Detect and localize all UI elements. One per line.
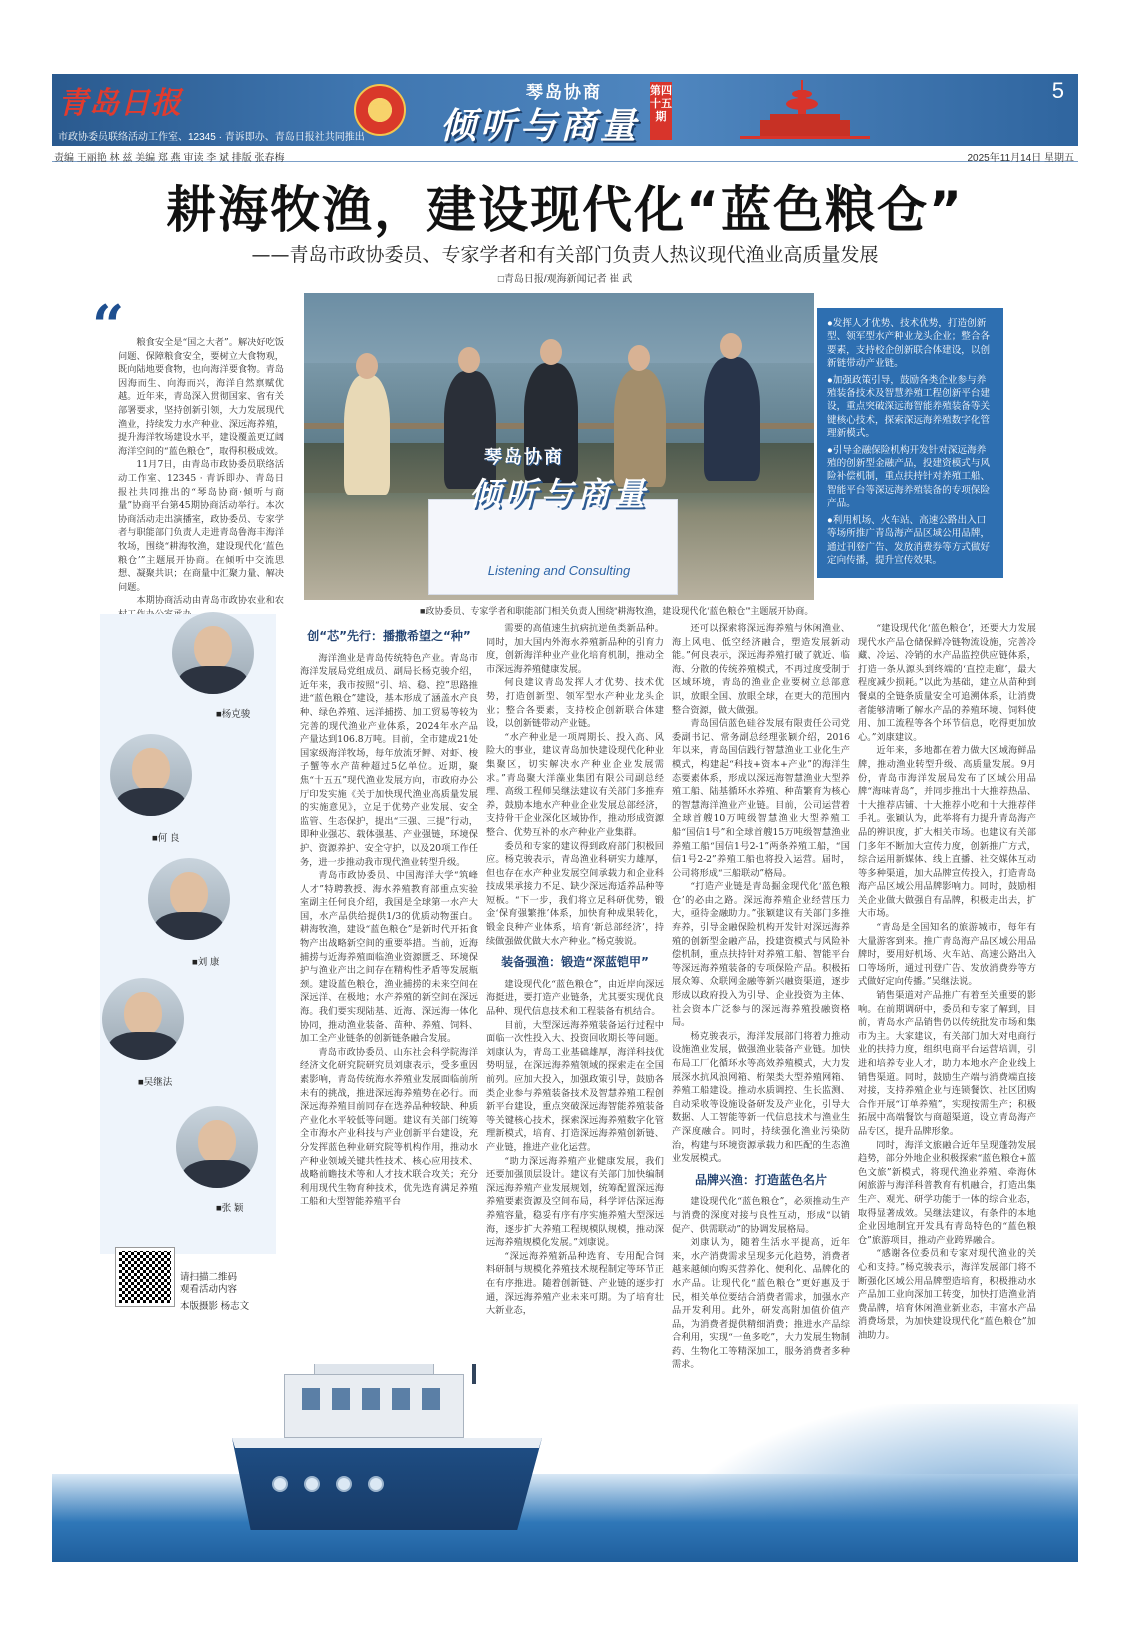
section-heading: 装备强渔：锻造“深蓝铠甲” [501, 955, 649, 970]
quote-mark-icon: “ [92, 293, 125, 359]
portrait-name: ■张 颖 [216, 1203, 244, 1214]
body-paragraph: “建设现代化‘蓝色粮仓’，还要大力发展现代水产品仓储保鲜冷链物流设施，完善冷藏、冷运、冷销的水产品监控供应链体系，打造一条从源头到终端的‘直控走廊’，最大程度减少损耗。”以此为基础，建立从苗种到餐桌的全链条质量安全可追溯体系，让消费者能够清晰了解水产品的养殖环境、饲料使用、加工流程等各个环节信息，吃得更加放心。”刘康建议。 [858, 623, 1036, 743]
suggestion-item: ●引导金融保险机构开发针对深远海养殖的创新型金融产品，投建资模式与风险补偿机制，重点扶持针对养殖工船、智能平台等深远海养殖装备的专项保险产品。 [827, 444, 991, 510]
stage-title: 倾听与商量 [468, 475, 649, 513]
body-paragraph: 销售渠道对产品推广有着至关重要的影响。在前期调研中，委员和专家了解到，目前，青岛水产品销售仍以传统批发市场和集市为主。大家建议，有关部门加大对电商行业的扶持力度，组织电商平台运营培训，引进和培养专业人才，助力本地水产企业线上销售渠道。同时，鼓励生产端与消费端直接对接，支持养殖企业与连锁餐饮、社区团购合作开展“订单养殖”，实现按需生产；积极拓展中高端餐饮与商超渠道，设立青岛海产品专区，提升品牌形象。 [858, 990, 1036, 1137]
portrait-liu-kang [148, 858, 230, 940]
suggestion-item: ●发挥人才优势、技术优势，打造创新型、领军型水产种业龙头企业；整合各要素，支持校企创新联合体建设，以创新链带动产业链。 [827, 318, 991, 370]
qr-caption-line: 请扫描二维码 [180, 1272, 238, 1283]
stage-sup-title: 琴岛协商 [484, 447, 564, 467]
sea-waves [52, 1474, 1078, 1562]
ship-porthole [368, 1476, 384, 1492]
article-intro [118, 336, 284, 621]
ship-porthole [336, 1476, 352, 1492]
ship-hull-stripe [232, 1438, 542, 1448]
body-paragraph: 需要的高值速生抗病抗逆鱼类新品种。同时，加大国内外海水养殖新品种的引育力度，创新海洋种业产业化培育机制，推动全市深远海养殖健康发展。 [486, 623, 664, 675]
ship-window [392, 1388, 410, 1410]
body-paragraph: “深远海养殖新品种选育、专用配合饲料研制与规模化养殖技术规程制定等环节正在有序推进。随着创新链、产业链的逐步打通，深远海养殖产业未来可期。为了培育壮大新业态， [486, 1250, 664, 1317]
body-paragraph: 近年来，多地都在着力做大区域海鲜品牌，推动渔业转型升级、高质量发展。9月份，青岛市海洋发展局发布了区域公用品牌“海味青岛”，并同步推出十大推荐热品、十大推荐店铺、十大推荐小吃和十大推荐伴手礼。张颖认为，此举将有力提升青岛海产品的辨识度，扩大相关市场。也建议有关部门多年不断加大宣传力度，创新推广方式，综合运用新媒体、线上直播、社交媒体互动等多种渠道，加大品牌宣传投入，打造青岛海产品区域公用品牌影响力。同时，鼓励相关企业做大做强自有品牌，积极走出去，扩大市场。 [858, 745, 1036, 920]
intro-paragraph: 本期协商活动由青岛市政协农业和农 [136, 595, 284, 607]
suggestion-item: ●加强政策引导，鼓励各类企业参与养殖装备技术及智慧养殖工程创新平台建设，重点突破深远海智能养殖装备等关键核心技术，探索深远海养殖数字化管理新模式。 [827, 374, 991, 440]
suggestion-item: ●利用机场、火车站、高速公路出入口等场所推广青岛海产品区域公用品牌，通过刊登广告、发放消费券等方式做好定向传播，提升宣传效果。 [827, 514, 991, 566]
ship-window [422, 1388, 440, 1410]
ship-window [362, 1388, 380, 1410]
ship-window [332, 1388, 350, 1410]
portrait-name: ■何 良 [152, 833, 180, 844]
issue-badge: 第四十五期 [650, 82, 672, 140]
section-heading: 品牌兴渔：打造蓝色名片 [694, 1172, 827, 1187]
body-paragraph: 刘康认为，随着生活水平提高，近年来，水产消费需求呈现多元化趋势，消费者越来越倾向购买营养化、便利化、品牌化的水产品。让现代化“蓝色粮仓”更好惠及于民，相关单位要结合消费者需求，加强水产品开发利用。此外，研发高附加值价值产品，为消费者提供精细消费；推进水产品综合利用，实现“一鱼多吃”，大力发展生物制药、生物化工等精深加工，服务消费者多种需求。 [672, 1237, 850, 1371]
body-paragraph: 青岛国信蓝色硅谷发展有限责任公司党委副书记、常务副总经理张颖介绍，2016年以来，青岛国信践行智慧渔业工业化生产模式，构建起“科技+资本+产业”的海洋生态要素体系，形成以深远海智慧渔业大型养殖工船、陆基循环水养殖、种苗繁育为核心的智慧海洋渔业产业链。目前，公司运营着全球首艘10万吨级智慧渔业大型养殖工船“国信1号”和全球首艘15万吨级智慧渔业养殖工船“国信1号2-1”两条养殖工船，“国信1号2-2”养殖工船也将投入运营。届时，公司将形成“三船联动”格局。 [672, 718, 850, 879]
photo-person-head [540, 339, 562, 365]
portrait-name: ■刘 康 [192, 957, 220, 968]
event-photo [304, 293, 814, 600]
portrait-zhang-ying [176, 1106, 258, 1188]
portrait-he-liang [110, 734, 192, 816]
photo-credit: 本版摄影 杨志文 [180, 1301, 250, 1312]
article-byline: □青岛日报/观海新闻记者 崔 武 [497, 274, 633, 285]
body-paragraph: 目前，大型深远海养殖装备运行过程中面临一次性投入大、投资回收期长等问题。刘康认为，青岛工业基础雄厚，海洋科技优势明显，在深远海养殖领域的探索走在全国前列。应加大投入，加强政策引导，鼓励各类企业参与养殖装备技术及智慧养殖工程创新平台建设，重点突破深远海智能养殖装备等关键核心技术，探索深远海养殖数字化管理新模式，培育、打造深远海养殖创新链、产业链，推进产业化运营。 [486, 1019, 664, 1153]
suggestions-box [817, 308, 1003, 578]
ship-window [302, 1388, 320, 1410]
portrait-wu-jifa [102, 978, 184, 1060]
intro-paragraph: 粮食安全是“国之大者”。解决好吃饭问题、保障粮食安全，要树立大食物观，既向陆地要食物，也向海洋要食物。青岛因海而生、向海而兴，海洋自然禀赋优越。近年来，青岛深入贯彻国家、省有关部署要求，坚持创新引领，大力发展现代渔业，持续发力水产种业、深远海养殖，提升海洋牧场建设水平，建设覆盖更辽阔海洋空间的“蓝色粮仓”，取得积极成效。 [118, 337, 284, 457]
body-paragraph: 委员和专家的建议得到政府部门积极回应。杨克骏表示，青岛渔业科研实力雄厚，但也存在水产种业发展空间承载力和企业科技成果承接力不足、缺少深远海适养品种等短板。“下一步，我们将立足科研优势，锻金‘保育强繁推’体系，加快育种成果转化，锻金良种产业体系，培育‘新总部经济’，持续做强做优做大水产种业。”杨克骏说。 [486, 840, 664, 947]
body-paragraph: “感谢各位委员和专家对现代渔业的关心和支持。”杨克骏表示，海洋发展部门将不断强化区域公用品牌塑造培育，积极推动水产品加工业向深加工转变，加快打造渔业消费品牌，培育休闲渔业新业态，丰富水产品消费场景，为加快建设现代化“蓝色粮仓”加油助力。 [858, 1248, 1036, 1341]
article-subheadline: ——青岛市政协委员、专家学者和有关部门负责人热议现代渔业高质量发展 [251, 244, 879, 266]
portrait-yang-kejun [172, 612, 254, 694]
article-headline: 耕海牧渔，建设现代化“蓝色粮仓” [166, 181, 964, 239]
body-paragraph: 青岛市政协委员、中国海洋大学“筑峰人才”特聘教授、海水养殖教育部重点实验室副主任何良介绍，我国是全球第一水产大国，水产品供给提供1/3的优质动物蛋白。耕海牧渔，建设“蓝色粮仓”是新时代开拓食物产出战略新空间的重要举措。当前，近海捕捞与近海养殖面临渔业资源匮乏、环境保护与渔业产出之间存在精构性矛盾等发展瓶颈。建设蓝色粮仓，渔业捕捞的未来空间在深远洋、在极地；水产养殖的新空间在深远海。我们要实现陆基、近海、深远海一体化协同，推动渔业装备、苗种、养殖、饲料、加工全产业链条的创新链条融合发展。 [300, 870, 478, 1045]
qr-code-icon[interactable] [116, 1248, 174, 1306]
photo-person [344, 375, 390, 495]
photo-person-head [356, 353, 378, 379]
portrait-name: ■杨克骏 [216, 709, 251, 720]
body-column-1 [300, 622, 478, 1209]
body-paragraph: 建设现代化“蓝色粮仓”，必须推动生产与消费的深度对接与良性互动，形成“以销促产、供需联动”的协调发展格局。 [672, 1196, 850, 1235]
body-paragraph: 同时，海洋文旅融合近年呈现蓬勃发展趋势，部分外地企业积极探索“蓝色粮仓+蓝色文旅”新模式，将现代渔业养殖、牵海休闲旅游与海洋科普教育有机融合，打造出集生产、观光、研学功能于一体的综合业态，取得显著成效。吴继法建议，有条件的本地企业因地制宜开发具有青岛特色的“蓝色粮仓”旅游项目，推动产业跨界融合。 [858, 1139, 1036, 1246]
photo-person-head [458, 347, 480, 373]
body-paragraph: “打造产业链是青岛掘金现代化‘蓝色粮仓’的必由之路。深远海养殖企业经营压力大，亟待金融助力。”张颖建议有关部门多推弃养，引导金融保险机构开发针对深远海养殖的创新型金融产品，投建资模式与风险补偿机制，重点扶持针对养殖工船、智能平台等深远海养殖装备的专项保险产品。积极拓展众筹、众联网金融等新兴融资渠道，逐步形成以政府投入为引导、企业投资为主体、社会资本广泛参与的深远海养殖投融资格局。 [672, 881, 850, 1029]
portrait-name: ■吴继法 [138, 1077, 173, 1088]
ship-porthole [272, 1476, 288, 1492]
ship-porthole [304, 1476, 320, 1492]
body-paragraph: “助力深远海养殖产业健康发展，我们还要加强顶层设计。建议有关部门加快编制深远海养殖产业发展规划，统筹配置深远海养殖要素资源及空间布局，科学评估深远海养殖容量，稳妥有序有序实施养殖大型深远海，逐步扩大养殖工程规模队规模，推动深远海养殖规模化发展。”刘康说。 [486, 1155, 664, 1249]
organizers-line: 市政协委员联络活动工作室、12345 · 青诉即办、青岛日报社共同推出 [58, 132, 365, 143]
stage-english-title: Listening and Consulting [487, 563, 631, 578]
photo-caption: ■政协委员、专家学者和职能部门相关负责人围绕“耕海牧渔，建设现代化‘蓝色粮仓’”主题展开协商。 [420, 606, 814, 616]
newspaper-logo: 青岛日报 [58, 86, 182, 121]
body-paragraph: 海洋渔业是青岛传统特色产业。青岛市海洋发展局党组成员、副局长杨克骏介绍，近年来，我市按照“引、培、稳、控”思路推进“蓝色粮仓”建设，基本形成了涵盖水产良种、绿色养殖、远洋捕捞、加工贸易等较为完善的现代渔业产业体系，2024年水产品产量达到106.8万吨。目前，全市建成21处国家级海洋牧场，每年放流牙鲆、对虾、梭子蟹等水产苗种超过5亿单位。近期，聚焦“十五五”现代渔业发展方向，市政府办公厅印发实施《关于加快现代渔业高质量发展的实施意见》，立足于优势产业发展、安全监管、生态保护，提出“三强、三提”行动，即种业强芯、载体强基、产业强链，环境保护、资源养护、安全守护，以及20项工作任务，进一步推动我市现代渔业转型升级。 [300, 652, 478, 868]
photo-person [704, 357, 760, 481]
section-heading: 创“芯”先行：播撒希望之“种” [307, 629, 471, 643]
newspaper-page [52, 74, 1078, 1562]
page-number: 5 [1051, 78, 1064, 103]
body-paragraph: 还可以探索将深远海养殖与休闲渔业、海上风电、低空经济融合，塑造发展新动能。”何良表示，深远海养殖打破了就近、临海、分散的传统养殖模式，不再过度受制于区域环境，青岛的渔业企业要树立总部意识，放眼全国、放眼全球，在更大的范围内整合资源，做大做强。 [672, 623, 850, 716]
body-paragraph: “青岛是全国知名的旅游城市，每年有大量游客到来。推广青岛海产品区域公用品牌时，要用好机场、火车站、高速公路出入口等场所，通过刊登广告、发放消费券等方式做好定向传播。”吴继法说。 [858, 922, 1036, 988]
ship-mast [472, 1364, 476, 1384]
qr-caption-line: 观看活动内容 [180, 1284, 238, 1295]
cppcc-emblem-icon: ★ [354, 84, 406, 136]
editor-credits-bar [52, 148, 1078, 162]
intro-paragraph: 11月7日，由青岛市政协委员联络活动工作室、12345 · 青诉即办、青岛日报社共同推出的“琴岛协商·倾听与商量”协商平台第45期协商活动举行。本次协商活动走出演播室，政协委员、专家学者与职能部门负责人走进青岛鲁海丰海洋牧场，围绕“耕海牧渔，建设现代化‘蓝色粮仓’”主题展开协商。在倾听中交流思想、凝聚共识；在商量中汇聚力量、解决问题。 [118, 459, 284, 593]
body-paragraph: 建设现代化“蓝色粮仓”，由近岸向深远海挺进，要打造产业链条，尤其要实现优良品种、现代信息技术和工程装备有机结合。 [486, 978, 664, 1018]
body-paragraph: 何良建议青岛发挥人才优势、技术优势，打造创新型、领军型水产种业龙头企业；整合各要素，支持校企创新联合体建设，以创新链带动产业链。 [486, 677, 664, 730]
editor-credits: 责编 王丽艳 林 兹 美编 郑 燕 审读 李 斌 排版 张春梅 [54, 153, 285, 164]
qr-caption [180, 1272, 237, 1296]
masthead [52, 74, 1078, 146]
photo-person-head [628, 345, 650, 371]
body-paragraph: 杨克骏表示，海洋发展部门将着力推动设施渔业发展，做强渔业装备产业链。加快布局工厂化循环水等高效养殖模式，大力发展深水抗风浪网箱、桁架类大型养殖网箱、养殖工船建设。推动水质调控、生长监测、自动采收等设施设备研发及产业化，引导大数据、人工智能等新一代信息技术与渔业生产深度融合。同时，持续强化渔业污染防治，构建与环境资源承载力和匹配的生态渔业发展模式。 [672, 1030, 850, 1165]
issue-date: 2025年11月14日 星期五 [967, 153, 1074, 164]
body-paragraph: 青岛市政协委员、山东社会科学院海洋经济文化研究院研究员刘康表示，受多重因素影响，青岛传统海水养殖业发展面临前所未有的挑战，推进深远海养殖势在必行。而深远海养殖目前同存在选养品种较缺、种质产业化水平较低等问题。建议有关部门统筹全市海水产业科技与产业创新平台建设，充分发挥蓝色种业研究院等机构作用，推动水产种业领域关键共性技术、核心应用技术、战略前瞻技术等和人才技术联合攻关；充分利用现代生物育种技术，优先选育满足养殖工船和大型智能养殖平台 [300, 1046, 478, 1208]
column-sup-title: 琴岛协商 [526, 83, 602, 102]
body-column-3 [672, 622, 850, 1372]
landmark-tower-icon [740, 80, 870, 144]
column-main-title: 倾听与商量 [440, 105, 641, 146]
body-paragraph: “水产种业是一项周期长、投入高、风险大的事业，建议青岛加快建设现代化种业集聚区，切实解决水产种业企业发展需求。”青岛聚大洋藻业集团有限公司副总经理、高级工程师吴继法建议有关部门多推弃养，鼓励本地水产种业企业发展总部经济，支持骨干企业深化区域协作，推动形成资源整合、优势互补的水产种业产业集群。 [486, 731, 664, 838]
body-column-2 [486, 622, 664, 1318]
fishing-ship-illustration [52, 1364, 1078, 1562]
photo-person-head [720, 333, 742, 359]
body-column-4 [858, 622, 1036, 1342]
